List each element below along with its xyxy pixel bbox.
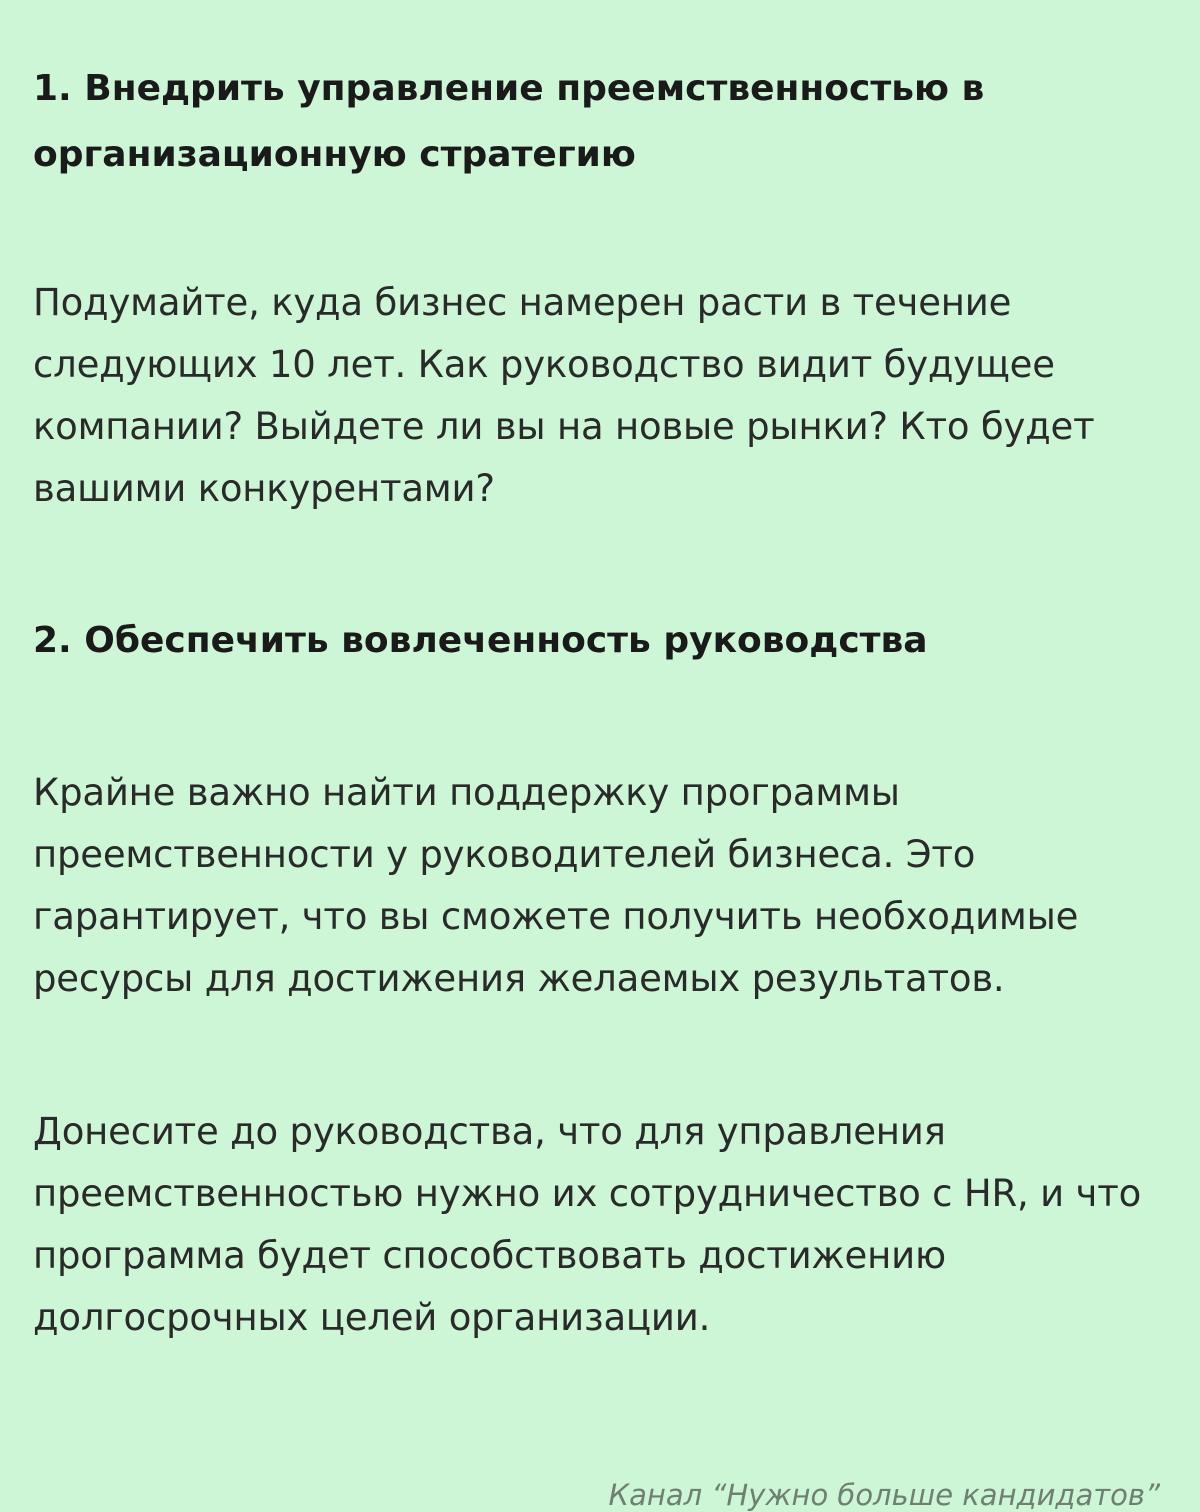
channel-signature: Канал “Нужно больше кандидатов” bbox=[608, 1478, 1160, 1512]
section-2-heading: 2. Обеспечить вовлеченность руководства bbox=[33, 620, 928, 661]
section-2-paragraph-2: Донесите до руководства, что для управления преемственностью нужно их сотрудничество с HR, и что программа будет способствовать достижению долгосрочных целей организации. bbox=[33, 1110, 1142, 1339]
section-2-paragraph-1: Крайне важно найти поддержку программы преемственности у руководителей бизнеса. Это гарантирует, что вы сможете получить необходимые ресурсы для достижения желаемых результатов. bbox=[33, 771, 1079, 1000]
section-1-heading: 1. Внедрить управление преемственностью в организационную стратегию bbox=[33, 68, 985, 175]
section-1-paragraph: Подумайте, куда бизнес намерен расти в течение следующих 10 лет. Как руководство видит будущее компании? Выйдете ли вы на новые рынки? Кто будет вашими конкурентами? bbox=[33, 281, 1095, 510]
